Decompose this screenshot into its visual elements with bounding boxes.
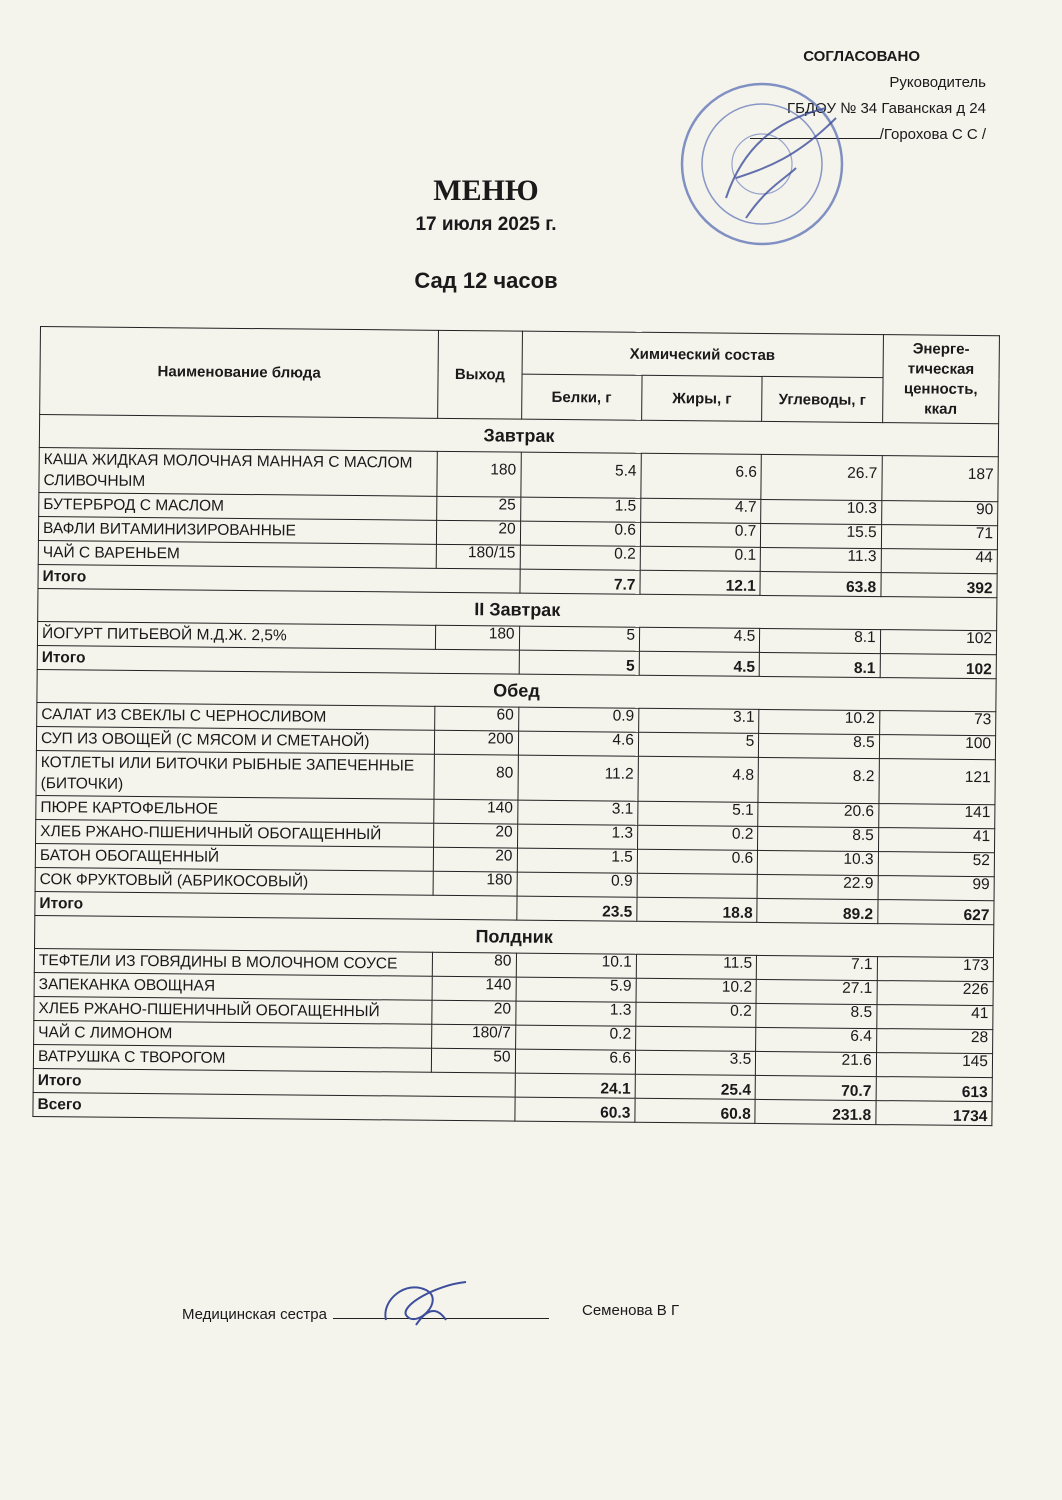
dish-carb-value: 20.6 — [843, 802, 875, 820]
dish-yield-value: 60 — [496, 705, 514, 724]
dish-yield — [433, 871, 517, 896]
dish-fat-value: 0.6 — [731, 849, 754, 867]
dish-carb — [759, 733, 880, 758]
dish-yield-value: 20 — [495, 846, 513, 865]
dish-energy-value: 187 — [967, 465, 994, 484]
dish-carb — [758, 826, 879, 851]
dish-yield — [433, 847, 517, 872]
dish-yield-value: 180 — [486, 870, 513, 889]
dish-protein — [516, 953, 637, 978]
dish-energy-value: 145 — [962, 1052, 989, 1070]
dish-energy-value: 41 — [971, 1004, 989, 1022]
dish-fat-value: 11.5 — [723, 954, 753, 972]
grand-total-carb-value: 231.8 — [832, 1106, 872, 1124]
dish-protein — [515, 1025, 636, 1050]
dish-fat — [641, 498, 762, 523]
dish-protein — [520, 521, 641, 546]
dish-yield-value: 80 — [494, 951, 512, 970]
dish-energy — [878, 876, 995, 901]
dish-energy-value: 141 — [964, 803, 991, 821]
dish-protein — [520, 497, 641, 522]
menu-table — [32, 326, 1000, 1126]
dish-fat — [637, 873, 758, 898]
dish-fat-value: 0.2 — [730, 1002, 752, 1020]
dish-name: БАТОН ОБОГАЩЕННЫЙ — [35, 843, 433, 871]
col-header-chem: Химический состав — [522, 331, 884, 377]
total-energy-value: 613 — [961, 1083, 988, 1101]
dish-name: ВАФЛИ ВИТАМИНИЗИРОВАННЫЕ — [38, 516, 436, 544]
dish-fat-value: 4.5 — [733, 627, 756, 645]
dish-protein — [517, 800, 638, 825]
dish-yield-value: 25 — [498, 495, 516, 514]
dish-fat-value: 0.1 — [734, 546, 757, 564]
total-fat-value: 12.1 — [725, 577, 756, 595]
grand-total-protein-value: 60.3 — [600, 1103, 631, 1122]
dish-fat-value: 4.7 — [734, 498, 757, 516]
dish-energy — [881, 549, 998, 574]
dish-energy — [881, 525, 998, 550]
dish-protein-value: 5 — [626, 626, 636, 644]
total-carb — [759, 652, 880, 677]
total-protein-value: 5 — [625, 657, 635, 675]
dish-energy-value: 99 — [972, 875, 990, 893]
dish-energy — [879, 735, 996, 760]
dish-yield-value: 140 — [486, 798, 514, 817]
dish-protein — [517, 824, 638, 849]
menu-table-body — [33, 415, 999, 1126]
grand-total-energy — [876, 1101, 993, 1126]
dish-protein-value: 4.6 — [612, 731, 635, 749]
total-protein — [520, 569, 641, 594]
dish-energy — [876, 1005, 993, 1030]
dish-protein — [517, 848, 638, 873]
dish-yield-value: 50 — [493, 1047, 511, 1066]
dish-carb-value: 27.1 — [842, 979, 873, 997]
dish-carb — [761, 523, 882, 548]
dish-fat-value: 3.5 — [729, 1050, 752, 1068]
total-energy-value: 627 — [963, 906, 990, 924]
dish-protein — [515, 1001, 636, 1026]
total-carb-value: 8.1 — [853, 659, 876, 677]
total-carb — [760, 571, 881, 596]
dish-carb-value: 8.5 — [853, 733, 875, 751]
col-header-name: Наименование блюда — [40, 327, 439, 419]
dish-fat-value: 5 — [745, 732, 755, 750]
dish-carb-value: 10.3 — [846, 499, 878, 517]
dish-yield — [436, 625, 520, 650]
dish-energy — [878, 852, 995, 877]
total-energy-value: 102 — [965, 660, 992, 678]
dish-yield — [435, 706, 519, 731]
menu-group: Сад 12 часов — [414, 268, 558, 293]
dish-fat-value: 6.6 — [735, 463, 758, 481]
dish-protein-value: 0.6 — [614, 521, 637, 539]
dish-yield-value: 180 — [488, 624, 515, 643]
dish-name: СУП ИЗ ОВОЩЕЙ (С МЯСОМ И СМЕТАНОЙ) — [36, 726, 434, 754]
dish-name: ЗАПЕКАНКА ОВОЩНАЯ — [34, 972, 432, 1000]
total-energy-value: 392 — [966, 579, 993, 597]
dish-protein — [517, 872, 638, 897]
dish-name: ВАТРУШКА С ТВОРОГОМ — [33, 1044, 431, 1072]
dish-yield-value: 20 — [495, 822, 513, 841]
dish-carb-value: 22.9 — [843, 874, 874, 892]
dish-energy-value: 71 — [975, 524, 994, 542]
dish-yield-value: 20 — [498, 519, 516, 538]
dish-carb-value: 6.4 — [850, 1027, 872, 1045]
dish-energy-value: 102 — [966, 629, 993, 647]
dish-yield — [434, 823, 518, 848]
dish-carb — [756, 1003, 877, 1028]
dish-fat — [635, 1026, 756, 1051]
dish-protein — [515, 1049, 636, 1074]
dish-carb — [760, 628, 881, 653]
total-protein — [519, 650, 640, 675]
dish-fat — [637, 849, 758, 874]
total-label: Итого — [37, 645, 519, 674]
section-title: Обед — [37, 669, 996, 711]
dish-name: КАША ЖИДКАЯ МОЛОЧНАЯ МАННАЯ С МАСЛОМ СЛИВОЧНЫМ — [39, 447, 438, 496]
total-fat — [639, 651, 760, 676]
dish-name: ПЮРЕ КАРТОФЕЛЬНОЕ — [36, 795, 434, 823]
dish-fat — [636, 978, 757, 1003]
dish-carb — [761, 454, 882, 500]
dish-energy — [877, 981, 994, 1006]
dish-name: ТЕФТЕЛИ ИЗ ГОВЯДИНЫ В МОЛОЧНОМ СОУСЕ — [34, 948, 432, 976]
dish-carb — [756, 979, 877, 1004]
dish-energy-value: 28 — [970, 1028, 989, 1046]
approval-name: /Горохова С С / — [879, 126, 986, 143]
dish-carb-value: 10.3 — [843, 850, 874, 868]
dish-protein — [519, 626, 640, 651]
dish-yield-value: 200 — [487, 729, 514, 748]
dish-yield — [432, 1048, 516, 1073]
dish-yield-value: 180/7 — [471, 1023, 511, 1042]
grand-total-energy-value: 1734 — [952, 1107, 988, 1125]
dish-protein-value: 0.9 — [610, 872, 633, 890]
dish-fat — [639, 627, 760, 652]
total-fat-value: 18.8 — [722, 904, 753, 922]
total-energy — [876, 1077, 993, 1102]
total-fat — [637, 897, 758, 922]
footer-signature — [182, 1302, 555, 1323]
dish-carb-value: 26.7 — [847, 464, 878, 483]
total-protein-value: 7.7 — [613, 576, 636, 594]
dish-carb — [757, 955, 878, 980]
total-energy — [881, 573, 998, 598]
dish-energy-value: 100 — [965, 734, 992, 752]
dish-carb-value: 21.6 — [841, 1051, 872, 1069]
dish-carb — [756, 1027, 877, 1052]
dish-protein-value: 0.9 — [612, 707, 635, 725]
dish-carb — [756, 1051, 877, 1076]
dish-carb-value: 8.5 — [850, 1003, 873, 1021]
dish-protein-value: 1.3 — [609, 1001, 632, 1019]
dish-name: ХЛЕБ РЖАНО-ПШЕНИЧНЫЙ ОБОГАЩЕННЫЙ — [34, 996, 432, 1024]
dish-yield — [435, 730, 519, 755]
dish-protein-value: 1.5 — [614, 497, 637, 515]
section-title: II Завтрак — [38, 588, 997, 630]
dish-energy-value: 226 — [962, 980, 989, 998]
handwritten-signature — [376, 1270, 476, 1336]
dish-energy — [878, 828, 995, 853]
dish-name: КОТЛЕТЫ ИЛИ БИТОЧКИ РЫБНЫЕ ЗАПЕЧЕННЫЕ (БИТОЧКИ) — [36, 750, 435, 799]
total-protein — [516, 896, 637, 921]
dish-protein-value: 10.1 — [601, 952, 632, 971]
dish-yield — [434, 799, 518, 824]
total-fat — [635, 1074, 756, 1099]
col-header-energy: Энерге-тическая ценность, ккал — [882, 335, 999, 424]
dish-fat-value: 4.8 — [732, 766, 755, 784]
dish-carb — [758, 757, 879, 803]
total-protein-value: 23.5 — [602, 902, 633, 921]
dish-fat — [640, 546, 761, 571]
dish-carb — [758, 850, 879, 875]
dish-name: САЛАТ ИЗ СВЕКЛЫ С ЧЕРНОСЛИВОМ — [37, 702, 435, 730]
dish-energy-value: 90 — [975, 500, 994, 518]
dish-yield-value: 140 — [485, 975, 512, 994]
dish-energy — [877, 957, 994, 982]
dish-name: БУТЕРБРОД С МАСЛОМ — [39, 492, 437, 520]
dish-protein-value: 1.5 — [611, 848, 633, 866]
approval-title: СОГЛАСОВАНО — [803, 48, 920, 65]
dish-energy — [876, 1053, 993, 1078]
total-fat-value: 25.4 — [720, 1081, 752, 1099]
total-energy — [877, 900, 994, 925]
dish-yield — [437, 451, 521, 497]
dish-protein — [520, 545, 641, 570]
dish-fat — [635, 1050, 756, 1075]
dish-yield — [437, 520, 521, 545]
dish-name: ЧАЙ С ЛИМОНОМ — [34, 1020, 432, 1048]
dish-fat — [638, 732, 759, 757]
dish-protein — [520, 452, 641, 498]
dish-energy — [879, 711, 996, 736]
menu-date: 17 июля 2025 г. — [415, 214, 557, 235]
total-protein-value: 24.1 — [600, 1079, 631, 1098]
total-label: Итого — [33, 1068, 515, 1097]
dish-fat — [641, 453, 762, 499]
col-header-carb: Углеводы, г — [762, 376, 883, 422]
total-fat — [640, 570, 761, 595]
dish-fat-value: 5.1 — [732, 801, 754, 819]
grand-total-protein — [514, 1097, 635, 1122]
dish-protein-value: 6.6 — [609, 1048, 632, 1067]
total-carb-value: 89.2 — [842, 905, 874, 923]
dish-fat-value: 3.1 — [732, 708, 755, 726]
dish-yield — [434, 754, 518, 800]
col-header-yield: Выход — [438, 330, 522, 419]
dish-energy — [878, 804, 995, 829]
dish-fat — [638, 801, 759, 826]
dish-fat — [637, 825, 758, 850]
dish-yield — [432, 976, 516, 1001]
dish-carb-value: 8.2 — [852, 767, 875, 786]
dish-fat — [636, 1002, 757, 1027]
dish-fat — [639, 708, 760, 733]
col-header-protein: Белки, г — [521, 374, 642, 420]
grand-total-carb — [755, 1099, 876, 1124]
dish-carb — [760, 547, 881, 572]
approval-org: ГБДОУ № 34 Гаванская д 24 — [787, 100, 986, 117]
dish-energy-value: 121 — [964, 768, 991, 787]
dish-carb-value: 11.3 — [847, 547, 877, 565]
dish-fat — [638, 756, 759, 802]
dish-energy-value: 41 — [972, 827, 991, 845]
col-header-fat: Жиры, г — [642, 375, 763, 421]
total-carb — [757, 898, 878, 923]
total-carb — [755, 1075, 876, 1100]
dish-yield — [432, 1000, 516, 1025]
dish-yield-value: 180 — [490, 461, 517, 479]
dish-carb-value: 7.1 — [850, 955, 873, 973]
footer-name: Семенова В Г — [582, 1302, 680, 1319]
dish-energy — [879, 759, 996, 805]
dish-fat-value: 0.7 — [734, 522, 757, 540]
total-label: Итого — [38, 564, 520, 593]
dish-name: ЙОГУРТ ПИТЬЕВОЙ М.Д.Ж. 2,5% — [37, 621, 435, 649]
dish-energy — [881, 501, 998, 526]
grand-total-label: Всего — [33, 1092, 515, 1121]
dish-fat — [640, 522, 761, 547]
dish-energy-value: 173 — [962, 956, 989, 974]
dish-name: ЧАЙ С ВАРЕНЬЕМ — [38, 540, 436, 568]
total-label: Итого — [35, 891, 517, 920]
dish-energy-value: 44 — [975, 548, 993, 566]
dish-yield-value: 180/15 — [467, 543, 516, 562]
dish-carb — [757, 874, 878, 899]
dish-energy — [876, 1029, 993, 1054]
dish-fat-value: 0.2 — [731, 825, 754, 843]
dish-carb-value: 8.5 — [852, 826, 874, 844]
dish-yield — [432, 952, 516, 977]
dish-carb-value: 10.2 — [844, 709, 876, 727]
dish-carb — [759, 709, 880, 734]
dish-fat-value: 10.2 — [721, 978, 753, 996]
grand-total-fat — [635, 1098, 756, 1123]
dish-energy — [880, 630, 997, 655]
section-title: Полдник — [35, 915, 994, 957]
dish-name: ХЛЕБ РЖАНО-ПШЕНИЧНЫЙ ОБОГАЩЕННЫЙ — [36, 819, 434, 847]
dish-energy-value: 73 — [973, 710, 992, 728]
page-title: МЕНЮ — [433, 174, 539, 207]
approval-role: Руководитель — [889, 74, 986, 91]
dish-energy — [882, 456, 999, 502]
dish-energy-value: 52 — [972, 851, 990, 869]
dish-carb — [761, 499, 882, 524]
dish-protein — [518, 755, 639, 801]
total-protein — [515, 1073, 636, 1098]
section-title: Завтрак — [39, 415, 998, 457]
dish-yield — [437, 496, 521, 521]
dish-yield — [436, 544, 520, 569]
total-carb-value: 70.7 — [841, 1082, 872, 1100]
dish-protein-value: 1.3 — [611, 824, 634, 842]
dish-protein-value: 5.4 — [614, 462, 637, 480]
dish-protein-value: 3.1 — [611, 800, 634, 818]
dish-yield — [432, 1024, 516, 1049]
dish-protein — [518, 707, 639, 732]
total-carb-value: 63.8 — [845, 578, 877, 596]
dish-protein-value: 11.2 — [604, 765, 634, 783]
grand-total-fat-value: 60.8 — [720, 1105, 751, 1123]
dish-yield-value: 20 — [493, 999, 512, 1018]
dish-protein — [516, 977, 637, 1002]
footer-role: Медицинская сестра — [182, 1306, 327, 1323]
dish-carb-value: 8.1 — [854, 628, 876, 646]
dish-protein-value: 5.9 — [609, 977, 632, 995]
dish-fat — [636, 954, 757, 979]
dish-name: СОК ФРУКТОВЫЙ (АБРИКОСОВЫЙ) — [35, 867, 433, 895]
total-energy — [880, 654, 997, 679]
dish-protein — [518, 731, 639, 756]
dish-protein-value: 0.2 — [614, 545, 636, 563]
total-fat-value: 4.5 — [733, 658, 756, 676]
dish-yield-value: 80 — [495, 764, 514, 782]
dish-protein-value: 0.2 — [609, 1025, 632, 1043]
dish-carb-value: 15.5 — [846, 523, 877, 541]
dish-carb — [758, 802, 879, 827]
